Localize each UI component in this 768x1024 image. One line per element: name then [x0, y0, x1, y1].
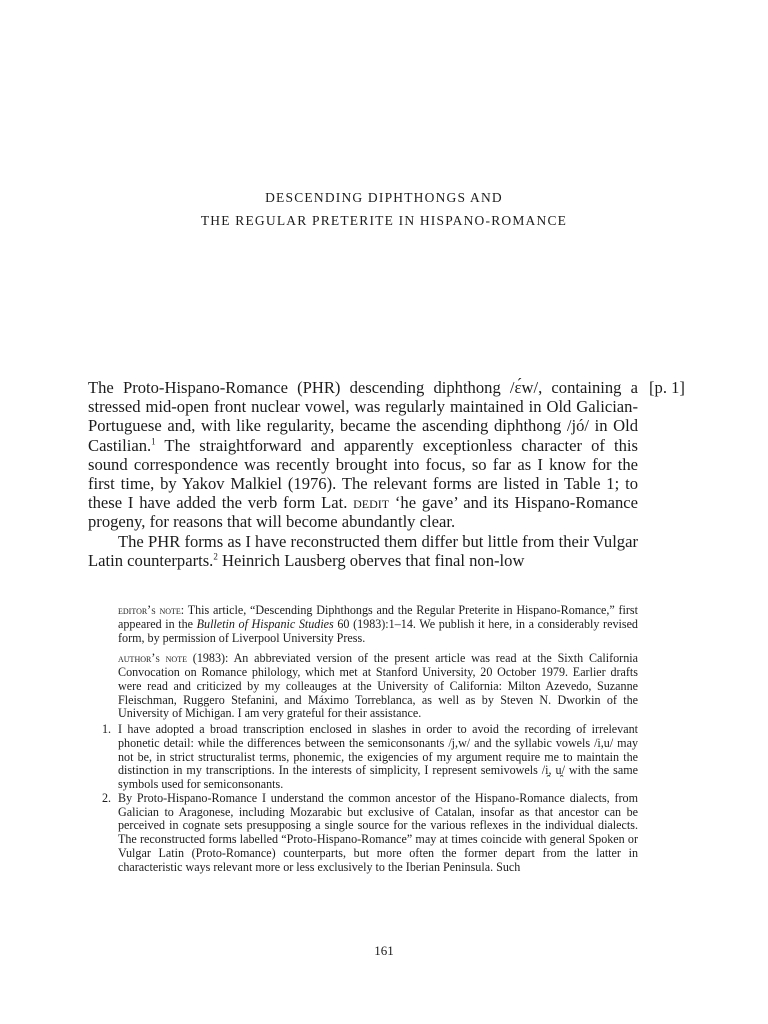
- footnote-2-number: 2.: [102, 790, 112, 805]
- editors-note-text-a: : This article, “Descending Diphthongs and the Regular Preterite in Hispano-Romance,” first appeared in the: [118, 603, 638, 631]
- paragraph-1-text-a: The Proto-Hispano-Romance (PHR) descending diphthong /ɛ́w/, containing a stressed mid-open front nuclear vowel, was regularly maintained in Old Galician-Portuguese and, with like regularity, became the ascending diphthong /jó/ in Old Castilian.: [88, 378, 638, 455]
- footnote-1-text: I have adopted a broad transcription enclosed in slashes in order to avoid the recording of irrelevant phonetic detail: while the differences between the semiconsonants /j,w/ and the syllabic vowels /i,u/ may not be, in strict structuralist terms, phonemic, the exigencies of my argument require me to maintain the distinction in my transcriptions. In the interests of simplicity, I represent semivowels /i̯, u̯/ with the same symbols used for semiconsonants.: [118, 722, 638, 791]
- footnote-ref-1: 1: [151, 436, 156, 447]
- editors-note: [118, 604, 638, 645]
- page-number: 161: [374, 943, 394, 958]
- footnote-ref-2: 2: [213, 551, 218, 562]
- latin-form: dedit: [353, 493, 390, 513]
- editors-note-text-b: 60 (1983):1–14. We publish it here, in a considerably revised form, by permission of Liverpool University Press.: [118, 616, 638, 645]
- paragraph-1: [88, 378, 638, 532]
- authors-note-label: author’s note: [118, 651, 187, 666]
- page-marker: [p. 1]: [649, 378, 685, 397]
- footnote-1-number: 1.: [102, 722, 112, 736]
- footnote-2: [102, 790, 638, 875]
- main-text: [88, 378, 638, 570]
- footnote-2-text: By Proto-Hispano-Romance I understand the common ancestor of the Hispano-Romance dialects, from Galician to Aragonese, including Mozarabic but exclusive of Catalan, insofar as that ancestor can be perceived in cognate sets presupposing a single source for the various reflexes in the individual dialects. The reconstructed forms labelled “Proto-Hispano-Romance” may at times coincide with general Spoken or Vulgar Latin (Proto-Romance) counterparts, but more often the former depart from the latter in characteristic ways relevant more or less exclusively to the Iberian Peninsula. Such: [118, 790, 638, 874]
- paragraph-2: [88, 532, 638, 570]
- authors-note: [118, 652, 638, 721]
- paragraph-2-text-a: The PHR forms as I have reconstructed them differ but little from their Vulgar Latin counterparts.: [88, 531, 638, 570]
- paragraph-2-text-b: Heinrich Lausberg oberves that final non-low: [217, 550, 525, 570]
- footnotes: [102, 603, 638, 874]
- title-line-2: THE REGULAR PRETERITE IN HISPANO-ROMANCE: [200, 213, 568, 228]
- title-line-1: DESCENDING DIPHTHONGS AND: [265, 190, 503, 205]
- authors-note-text: (1983): An abbreviated version of the present article was read at the Sixth California Convocation on Romance philology, which met at Stanford University, 20 October 1979. Earlier drafts were read and criticized by my colleauges at the University of California: Milton Azevedo, Suzanne Fleischman, Ruggero Stefanini, and Máximo Torreblanca, as well as by Steven N. Dworkin of the University of Michigan. I am very grateful for their assistance.: [118, 651, 638, 721]
- editors-note-label: editor’s note: [118, 603, 181, 617]
- footnote-1: [102, 722, 638, 792]
- journal-title: Bulletin of Hispanic Studies: [196, 616, 334, 631]
- article-title: [0, 186, 768, 232]
- paragraph-1-text-c: ‘he gave’ and its Hispano-Romance progeny, for reasons that will become abundantly clear.: [88, 493, 638, 532]
- paragraph-1-text-b: The straightforward and apparently exceptionless character of this sound correspondence was recently brought into focus, so far as I know for the first time, by Yakov Malkiel (1976). The relevant forms are listed in Table 1; to these I have added the verb form Lat.: [88, 435, 638, 513]
